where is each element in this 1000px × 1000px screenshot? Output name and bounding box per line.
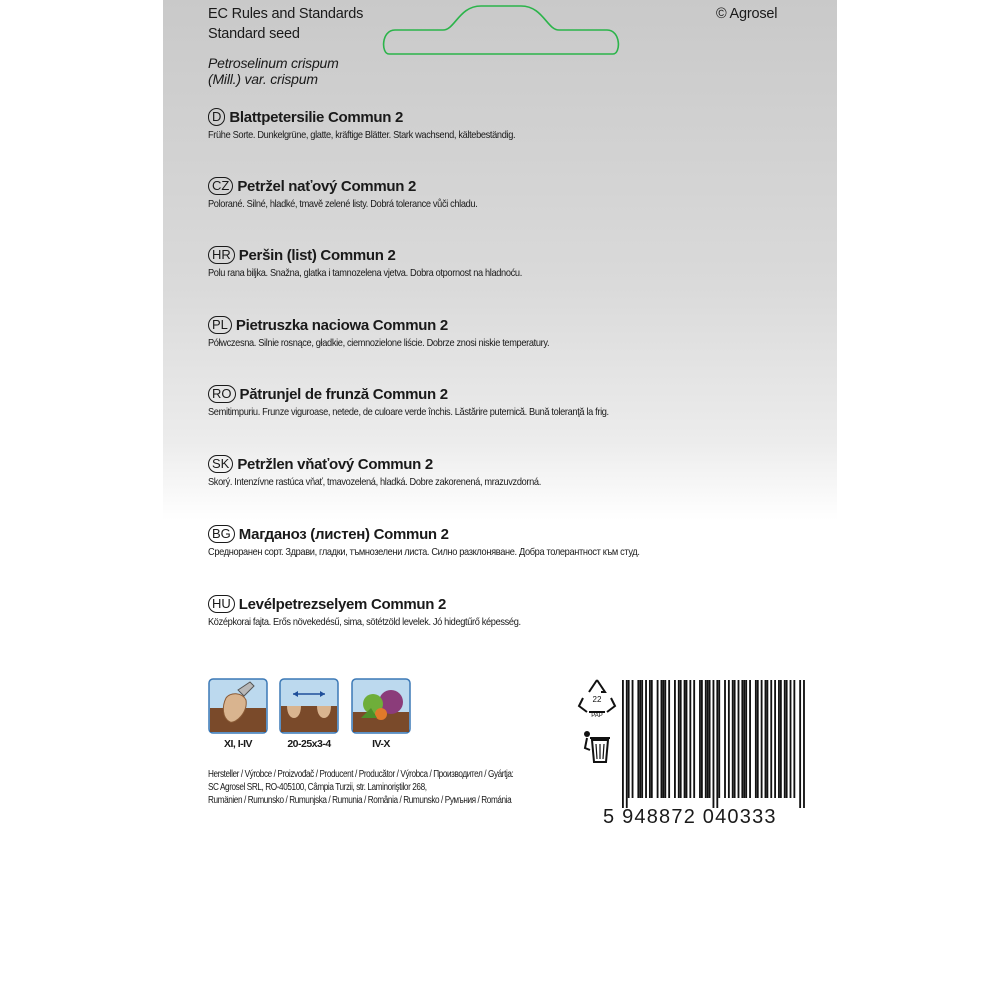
variety-name: Levélpetrezselyem Commun 2	[238, 595, 447, 613]
sowing-time-icon	[208, 678, 268, 734]
barcode-bar	[718, 680, 720, 798]
variety-description: Középkorai fajta. Erős növekedésű, sima, sötétzöld levelek. Jó hidegtűrő képesség.	[208, 616, 521, 628]
barcode-bar	[622, 680, 624, 808]
barcode-bar	[728, 680, 730, 798]
recycle-number: 22	[592, 695, 602, 704]
latin-name-line1: Petroselinum crispum	[208, 55, 339, 71]
barcode-bar	[689, 680, 691, 798]
barcode-bar	[803, 680, 805, 808]
barcode-bar	[765, 680, 767, 798]
entry-pl	[208, 315, 596, 349]
barcode-bar	[780, 680, 782, 798]
barcode-bar	[674, 680, 676, 798]
barcode-bar	[628, 680, 630, 798]
harvest-icon	[351, 678, 411, 734]
barcode-bar	[649, 680, 651, 798]
latin-name-line2: (Mill.) var. crispum	[208, 71, 318, 87]
barcode-bar	[770, 680, 772, 798]
barcode-bar	[799, 680, 801, 808]
barcode-bar	[743, 680, 745, 798]
seed-class-text: Standard seed	[208, 26, 300, 42]
barcode-bar	[757, 680, 759, 798]
barcode-bar	[686, 680, 688, 798]
language-code: HU	[208, 595, 235, 613]
barcode-bar	[713, 680, 715, 808]
barcode-bar	[645, 680, 647, 798]
variety-name: Peršin (list) Commun 2	[238, 246, 396, 264]
variety-description: Skorý. Intenzívne rastúca vňať, tmavozelená, hladká. Dobre zakorenená, mrazuvzdorná.	[208, 476, 541, 488]
barcode-bar	[664, 680, 666, 798]
barcode-bar	[632, 680, 634, 798]
language-code: HR	[208, 246, 235, 264]
language-code: BG	[208, 525, 235, 543]
barcode-bar	[755, 680, 757, 798]
variety-description: Средноранен сорт. Здрави, гладки, тъмнозелени листа. Силно разклоняване. Добра толерантност към студ.	[208, 546, 640, 558]
variety-name: Pătrunjel de frunză Commun 2	[239, 385, 448, 403]
variety-description: Półwczesna. Silnie rosnące, gładkie, ciemnozielone liście. Dobrze znosi niskie temperatury.	[208, 337, 550, 349]
standards-text: EC Rules and Standards	[208, 6, 364, 22]
barcode-bar	[668, 680, 670, 798]
spacing-icon	[279, 678, 339, 734]
manufacturer-block	[208, 768, 513, 807]
barcode-bar	[662, 680, 664, 798]
barcode-bar	[790, 680, 792, 798]
barcode-bar	[749, 680, 751, 798]
barcode-bar	[684, 680, 686, 798]
barcode-bar	[699, 680, 701, 798]
variety-name: Магданоз (листен) Commun 2	[238, 525, 449, 543]
barcode-bar	[657, 680, 659, 798]
variety-description: Polorané. Silné, hladké, tmavě zelené listy. Dobrá tolerance vůči chladu.	[208, 198, 478, 210]
sowing-time-label: XI, I-IV	[223, 738, 253, 750]
barcode-bar	[784, 680, 786, 798]
entry-hu	[208, 594, 563, 628]
barcode-bar	[716, 680, 718, 808]
trash-bin-icon	[580, 728, 612, 766]
language-code: SK	[208, 455, 233, 473]
manufacturer-line3: Rumänien / Rumunsko / Rumunjska / Rumunia / România / Rumunsko / Румъния / Románia	[208, 795, 512, 806]
barcode-bar	[701, 680, 703, 798]
entry-cz	[208, 176, 514, 210]
variety-description: Polu rana biljka. Snažna, glatka i tamnozelena vjetva. Dobra otpornost na hladnoću.	[208, 267, 522, 279]
barcode-bar	[761, 680, 763, 798]
barcode-bar	[774, 680, 776, 798]
barcode-bar	[766, 680, 768, 798]
entry-bg	[208, 524, 698, 558]
barcode-bar	[626, 680, 628, 808]
copyright-text: © Agrosel	[716, 6, 778, 22]
harvest-label: IV-X	[372, 738, 390, 750]
variety-name: Petržlen vňaťový Commun 2	[237, 455, 433, 473]
variety-description: Frühe Sorte. Dunkelgrüne, glatte, kräftige Blätter. Stark wachsend, kältebeständig.	[208, 129, 516, 141]
barcode-bar	[734, 680, 736, 798]
language-code: CZ	[208, 177, 233, 195]
barcode-bar	[637, 680, 639, 798]
language-code: PL	[208, 316, 232, 334]
entry-de	[208, 107, 557, 141]
barcode-bar	[641, 680, 643, 798]
variety-name: Petržel naťový Commun 2	[237, 177, 417, 195]
barcode-icon	[622, 680, 805, 808]
recycle-icon	[577, 676, 617, 718]
barcode-bar	[709, 680, 711, 798]
barcode-bar	[778, 680, 780, 798]
barcode-bar	[661, 680, 663, 798]
variety-name: Blattpetersilie Commun 2	[229, 108, 404, 126]
manufacturer-line2: SC Agrosel SRL, RO-405100, Câmpia Turzii, str. Laminoriştilor 268,	[208, 782, 427, 793]
barcode-bar	[639, 680, 641, 798]
manufacturer-line1: Hersteller / Výrobce / Proizvođač / Producent / Producător / Výrobca / Производител / Gyártja:	[208, 769, 514, 780]
barcode-bar	[786, 680, 788, 798]
hanger-hole-outline	[381, 2, 621, 66]
barcode-bar	[793, 680, 795, 798]
barcode-bar	[680, 680, 682, 798]
barcode-bar	[693, 680, 695, 798]
barcode-number: 5 948872 040333	[603, 806, 777, 828]
barcode-bar	[707, 680, 709, 798]
recycle-code: PAP	[591, 713, 603, 718]
barcode-bar	[705, 680, 707, 798]
barcode-bar	[732, 680, 734, 798]
language-code: RO	[208, 385, 236, 403]
variety-description: Semitimpuriu. Frunze viguroase, netede, de culoare verde închis. Lăstărire puternică. Bună toleranţă la frig.	[208, 406, 609, 418]
barcode-bar	[651, 680, 653, 798]
entry-ro	[208, 384, 663, 418]
barcode-bar	[741, 680, 743, 798]
variety-name: Pietruszka naciowa Commun 2	[235, 316, 448, 334]
barcode-bar	[678, 680, 680, 798]
barcode-bar	[724, 680, 726, 798]
barcode-bar	[738, 680, 740, 798]
entry-sk	[208, 454, 586, 488]
entry-hr	[208, 245, 565, 279]
spacing-label: 20-25x3-4	[287, 738, 331, 750]
language-code: D	[208, 108, 225, 126]
barcode-bar	[745, 680, 747, 798]
